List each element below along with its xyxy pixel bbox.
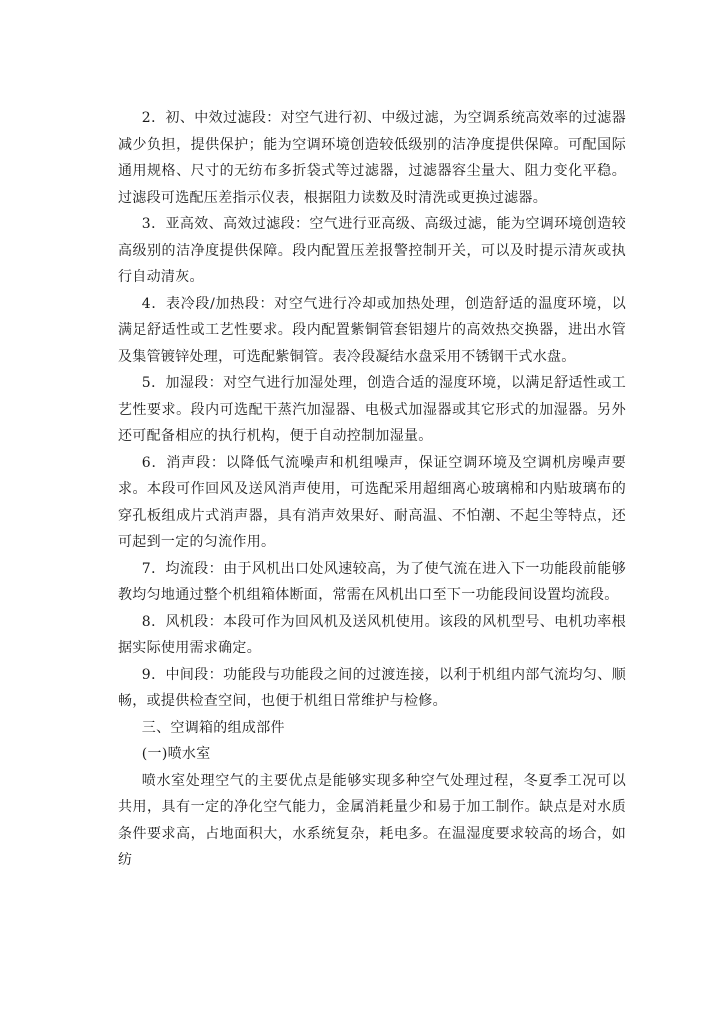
- section-heading: 三、空调箱的组成部件: [141, 719, 285, 736]
- paragraph-item-4: 4．表冷段/加热段：对空气进行冷却或加热处理，创造舒适的温度环境，以满足舒适性或工艺性要求。段内配置紫铜管套铝翅片的高效热交换器，进出水管及集管镀锌处理，可选配紫铜管。表冷段凝结水盘采用不锈钢干式水盘。: [118, 295, 626, 365]
- document-body: [118, 105, 626, 874]
- paragraph-item-6: 6．消声段：以降低气流噪声和机组噪声，保证空调环境及空调机房噪声要求。本段可作回风及送风消声使用，可选配采用超细离心玻璃棉和内贴玻璃布的穿孔板组成片式消声器，具有消声效果好、耐高温、不怕潮、不起尘等特点，还可起到一定的匀流作用。: [118, 454, 626, 550]
- paragraph-item-9: 9．中间段：功能段与功能段之间的过渡连接，以利于机组内部气流均匀、顺畅，或提供检查空间，也便于机组日常维护与检修。: [118, 666, 626, 709]
- paragraph-item-7: 7．均流段：由于风机出口处风速较高，为了使气流在进入下一功能段前能够教均匀地通过整个机组箱体断面，常需在风机出口至下一功能段间设置均流段。: [118, 560, 626, 603]
- paragraph-item-3: 3．亚高效、高效过滤段：空气进行亚高级、高级过滤，能为空调环境创造较高级别的洁净度提供保障。段内配置压差报警控制开关，可以及时提示清灰或执行自动清灰。: [118, 216, 626, 285]
- paragraph-item-2: 2．初、中效过滤段：对空气进行初、中级过滤，为空调系统高效率的过滤器减少负担，提供保护；能为空调环境创造较低级别的洁净度提供保障。可配国际通用规格、尺寸的无纺布多折袋式等过滤器，过滤器容尘量大、阻力变化平稳。过滤段可选配压差指示仪表，根据阻力读数及时清洗或更换过滤器。: [118, 110, 626, 206]
- paragraph-item-8: 8．风机段：本段可作为回风机及送风机使用。该段的风机型号、电机功率根据实际使用需求确定。: [118, 613, 626, 656]
- body-paragraph: 喷水室处理空气的主要优点是能够实现多种空气处理过程，冬夏季工况可以共用，具有一定的净化空气能力，金属消耗量少和易于加工制作。缺点是对水质条件要求高，占地面积大，水系统复杂，耗电多。在温湿度要求较高的场合，如纺: [118, 772, 626, 868]
- subsection-heading: (一)喷水室: [141, 746, 211, 762]
- paragraph-item-5: 5．加湿段：对空气进行加湿处理，创造合适的湿度环境，以满足舒适性或工艺性要求。段内可选配干蒸汽加湿器、电极式加湿器或其它形式的加湿器。另外还可配备相应的执行机构，便于自动控制加湿量。: [118, 375, 626, 444]
